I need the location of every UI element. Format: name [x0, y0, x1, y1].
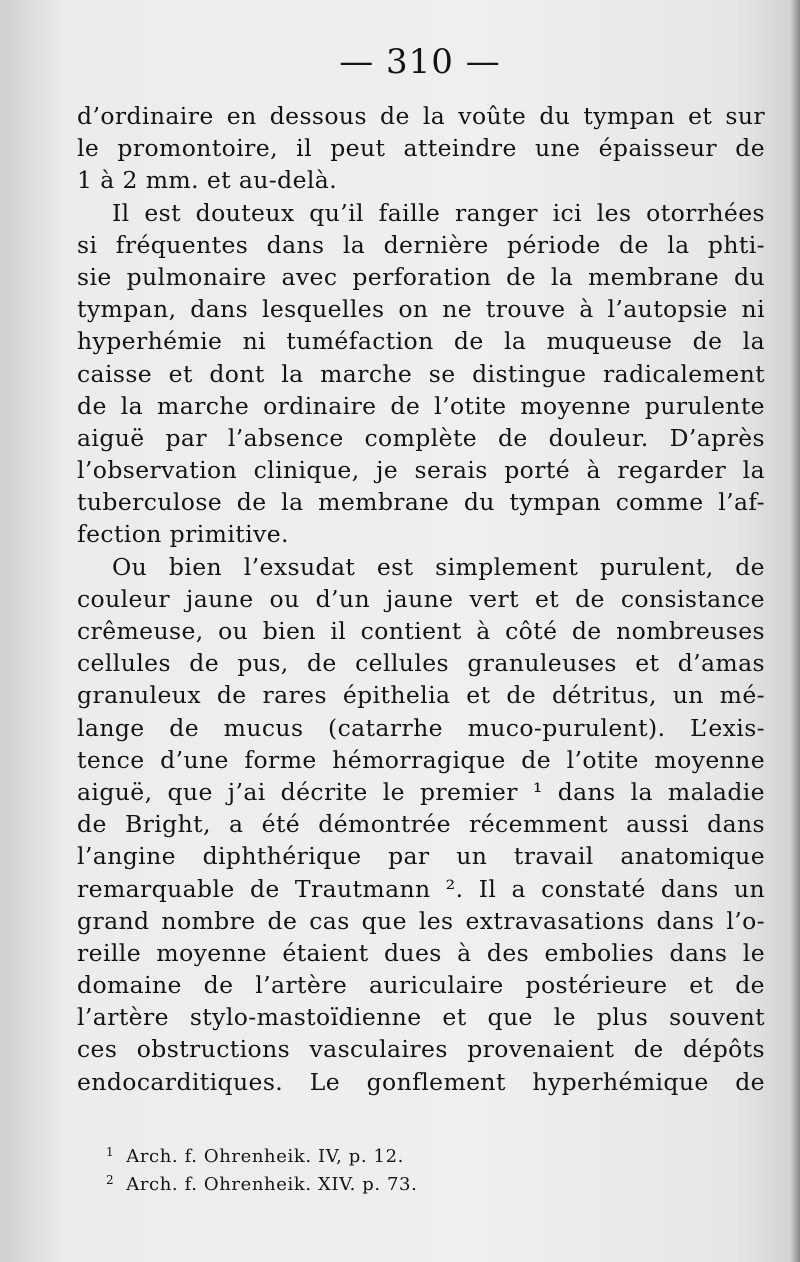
text-line: endocarditiques. Le gonflement hyperhémique de: [77, 1067, 765, 1096]
footnote: [106, 1166, 706, 1194]
text-line: caisse et dont la marche se distingue radicalement: [77, 359, 765, 388]
text-line: cellules de pus, de cellules granuleuses et d’amas: [77, 649, 765, 678]
text-line: fection primitive.: [77, 520, 289, 549]
text-line: reille moyenne étaient dues à des embolies dans le: [77, 938, 765, 967]
footnote: [106, 1138, 706, 1166]
footnote-mark: 1: [106, 1145, 115, 1159]
text-line: tuberculose de la membrane du tympan comme l’af-: [77, 488, 765, 517]
footnote-text: Arch. f. Ohrenheik. IV, p. 12.: [126, 1146, 404, 1167]
text-line: tence d’une forme hémorragique de l’otite moyenne: [77, 745, 765, 774]
text-line: Ou bien l’exsudat est simplement purulent, de: [112, 552, 765, 581]
text-line: remarquable de Trautmann ². Il a constaté dans un: [77, 874, 765, 903]
text-line: si fréquentes dans la dernière période de la phti-: [77, 230, 765, 259]
text-line: crêmeuse, ou bien il contient à côté de nombreuses: [77, 617, 765, 645]
text-line: le promontoire, il peut atteindre une épaisseur de: [77, 134, 765, 163]
text-line: sie pulmonaire avec perforation de la membrane du: [77, 262, 765, 291]
text-line: l’angine diphthérique par un travail anatomique: [77, 842, 765, 871]
page-edge-shadow: [790, 0, 800, 1262]
footnote-mark: 2: [106, 1173, 115, 1187]
text-line: de la marche ordinaire de l’otite moyenne purulente: [77, 391, 765, 420]
text-line: granuleux de rares épithelia et de détritus, un mé-: [77, 681, 765, 710]
text-line: aiguë, que j’ai décrite le premier ¹ dans la maladie: [77, 777, 765, 806]
text-line: Il est douteux qu’il faille ranger ici les otorrhées: [112, 198, 765, 227]
text-line: tympan, dans lesquelles on ne trouve à l’autopsie ni: [77, 295, 765, 324]
page-number: — 310 —: [339, 42, 501, 82]
text-line: 1 à 2 mm. et au-delà.: [77, 166, 338, 195]
footnotes: [106, 1138, 706, 1194]
text-line: aiguë par l’absence complète de douleur. D’après: [77, 423, 765, 452]
text-line: lange de mucus (catarrhe muco-purulent). L’exis-: [77, 713, 765, 742]
body-text: [77, 100, 765, 1098]
text-line: d’ordinaire en dessous de la voûte du tympan et sur: [77, 102, 765, 130]
text-line: grand nombre de cas que les extravasations dans l’o-: [77, 906, 765, 935]
text-line: hyperhémie ni tuméfaction de la muqueuse de la: [77, 327, 765, 356]
text-line: domaine de l’artère auriculaire postérieure et de: [77, 971, 765, 1000]
footnote-text: Arch. f. Ohrenheik. XIV. p. 73.: [126, 1174, 418, 1195]
text-line: l’observation clinique, je serais porté à regarder la: [77, 456, 765, 485]
text-line: couleur jaune ou d’un jaune vert et de consistance: [77, 584, 765, 613]
text-line: ces obstructions vasculaires provenaient de dépôts: [77, 1035, 765, 1064]
text-line: l’artère stylo-mastoïdienne et que le plus souvent: [77, 1003, 765, 1032]
text-line: de Bright, a été démontrée récemment aussi dans: [77, 810, 765, 839]
